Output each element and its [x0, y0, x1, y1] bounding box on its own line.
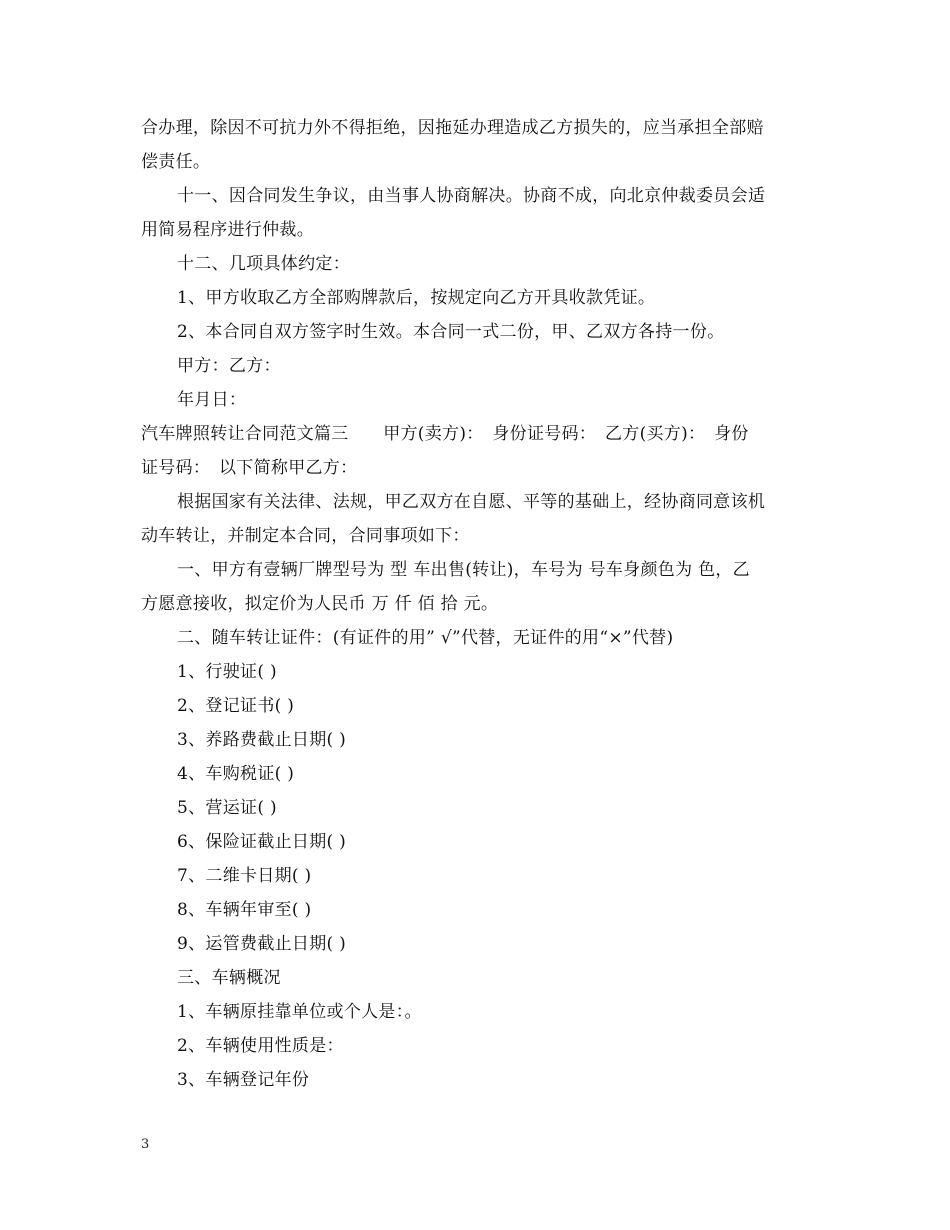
paragraph-line: 十二、几项具体约定： [177, 254, 350, 274]
paragraph-line: 2、本合同自双方签字时生效。本合同一式二份，甲、乙双方各持一份。 [177, 322, 725, 342]
document-body [141, 111, 811, 1097]
list-item: 3、养路费截止日期( ) [177, 730, 347, 750]
list-item: 5、营运证( ) [177, 798, 277, 818]
paragraph-line: 证号码： 以下简称甲乙方： [141, 458, 358, 478]
list-item: 1、车辆原挂靠单位或个人是：。 [177, 1002, 422, 1022]
section-heading: 三、车辆概况 [177, 968, 281, 988]
list-item: 6、保险证截止日期( ) [177, 832, 347, 852]
paragraph-line: 方愿意接收，拟定价为人民币 万 仟 佰 拾 元。 [141, 594, 499, 614]
paragraph-line: 二、随车转让证件：(有证件的用” √”代替，无证件的用“×”代替) [177, 628, 674, 648]
paragraph-line: 偿责任。 [141, 152, 211, 172]
list-item: 7、二维卡日期( ) [177, 866, 312, 886]
paragraph-line: 一、甲方有壹辆厂牌型号为 型 车出售(转让)，车号为 号车身颜色为 色，乙 [177, 560, 750, 580]
list-item: 9、运管费截止日期( ) [177, 934, 347, 954]
paragraph-line: 甲方：乙方： [177, 356, 281, 376]
list-item: 4、车购税证( ) [177, 764, 295, 784]
list-item: 2、车辆使用性质是： [177, 1036, 344, 1056]
paragraph-line: 合办理，除因不可抗力外不得拒绝，因拖延办理造成乙方损失的，应当承担全部赔 [141, 118, 764, 138]
paragraph-line: 根据国家有关法律、法规，甲乙双方在自愿、平等的基础上，经协商同意该机 [177, 492, 766, 512]
paragraph-line: 1、甲方收取乙方全部购牌款后，按规定向乙方开具收款凭证。 [177, 288, 656, 308]
list-item: 1、行驶证( ) [177, 662, 277, 682]
paragraph-line: 年月日： [177, 390, 247, 410]
paragraph-line: 用简易程序进行仲裁。 [141, 220, 314, 240]
list-item: 8、车辆年审至( ) [177, 900, 312, 920]
list-item: 2、登记证书( ) [177, 696, 295, 716]
paragraph-line: 动车转让，并制定本合同，合同事项如下： [141, 526, 470, 546]
paragraph-line: 汽车牌照转让合同范文篇三 甲方(卖方)： 身份证号码： 乙方(买方)： 身份 [141, 424, 749, 444]
page-number: 3 [141, 1137, 150, 1152]
list-item: 3、车辆登记年份 [177, 1070, 310, 1090]
paragraph-line: 十一、因合同发生争议，由当事人协商解决。协商不成，向北京仲裁委员会适 [177, 186, 766, 206]
